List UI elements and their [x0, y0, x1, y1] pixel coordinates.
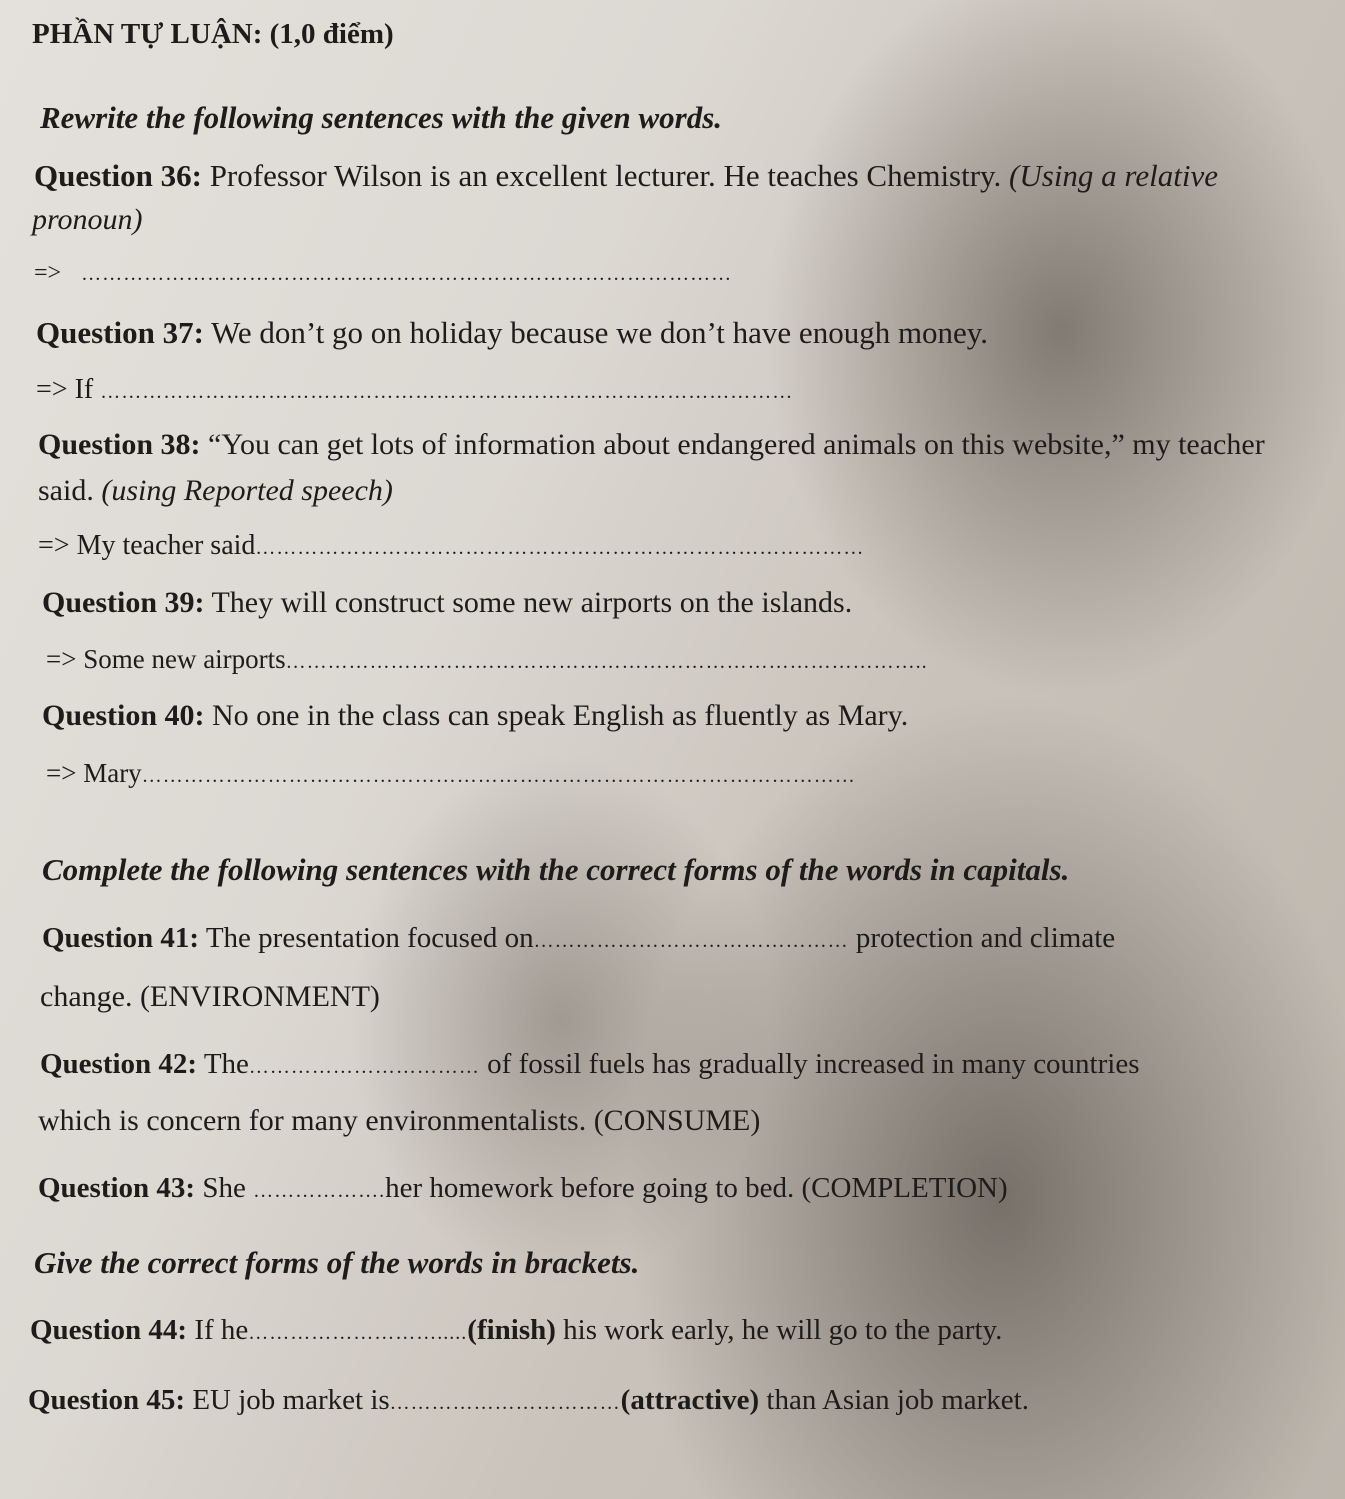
answer-blank[interactable]: ……………………….....: [248, 1322, 468, 1344]
question-43: [38, 1172, 1008, 1205]
answer-prefix: => Some new airports: [46, 644, 286, 674]
answer-prefix: =>: [34, 260, 62, 286]
question-label: Question 42:: [40, 1048, 198, 1080]
question-label: Question 41:: [42, 922, 200, 954]
question-41-cont: change. (ENVIRONMENT): [40, 980, 380, 1013]
question-36: [34, 158, 1218, 194]
question-label: Question 45:: [28, 1384, 186, 1416]
answer-prefix: => Mary: [46, 758, 142, 788]
question-text: “You can get lots of information about endangered animals on this website,” my teacher: [208, 428, 1265, 461]
question-text: his work early, he will go to the party.: [563, 1314, 1003, 1346]
answer-prefix: => If: [36, 374, 94, 405]
question-text: her homework before going to bed. (COMPLETION): [385, 1172, 1008, 1204]
part1-instruction: Rewrite the following sentences with the given words.: [40, 100, 723, 135]
part2-instruction: Complete the following sentences with the correct forms of the words in capitals.: [42, 852, 1070, 887]
answer-line-37[interactable]: [36, 374, 793, 406]
question-40: [42, 699, 908, 733]
section-title: PHẦN TỰ LUẬN: (1,0 điểm): [32, 18, 394, 50]
question-hint: (Using a relative: [1009, 158, 1218, 193]
answer-line-39[interactable]: [46, 644, 928, 675]
question-41: [42, 922, 1115, 955]
question-label: Question 39:: [42, 586, 205, 619]
question-text: No one in the class can speak English as fluently as Mary.: [212, 699, 909, 732]
question-hint: (using Reported speech): [101, 474, 393, 507]
bracket-word: (attractive): [620, 1384, 760, 1416]
question-label: Question 44:: [30, 1314, 188, 1346]
answer-dots: ………………………………………………………………………………..: [285, 651, 928, 673]
question-38-cont: [38, 474, 393, 508]
answer-dots: …………………………………………………………………………………: [81, 263, 733, 285]
question-text: of fossil fuels has gradually increased in many countries: [487, 1048, 1140, 1080]
question-36-hint-cont: pronoun): [32, 203, 143, 236]
question-42: [40, 1048, 1140, 1081]
question-text: than Asian job market.: [766, 1384, 1029, 1416]
answer-line-40[interactable]: [46, 758, 856, 789]
question-text: If he: [194, 1314, 249, 1346]
answer-dots: ………………………………………………………………………………………: [100, 381, 794, 403]
question-text: Professor Wilson is an excellent lecturer. He teaches Chemistry.: [209, 158, 1002, 193]
answer-blank[interactable]: ……………………………: [248, 1056, 480, 1078]
question-label: Question 38:: [38, 428, 201, 461]
question-text: We don’t go on holiday because we don’t have enough money.: [211, 315, 989, 350]
bracket-word: (finish): [467, 1314, 556, 1346]
answer-blank[interactable]: ……………….: [253, 1180, 386, 1202]
part3-instruction: Give the correct forms of the words in brackets.: [34, 1245, 640, 1280]
answer-dots: ……………………………………………………………………………: [255, 537, 865, 559]
answer-line-38[interactable]: [38, 530, 864, 562]
question-44: [30, 1314, 1002, 1347]
answer-blank[interactable]: ………………………………………: [533, 930, 849, 952]
question-text: EU job market is: [192, 1384, 390, 1416]
question-text: The presentation focused on: [205, 922, 534, 954]
question-label: Question 40:: [42, 699, 205, 732]
question-42-cont: which is concern for many environmentalists. (CONSUME): [38, 1104, 761, 1137]
question-38: [38, 428, 1265, 462]
question-label: Question 36:: [34, 158, 202, 193]
answer-line-36[interactable]: [34, 260, 732, 287]
question-label: Question 37:: [36, 315, 204, 350]
question-text: The: [203, 1048, 249, 1080]
question-text: They will construct some new airports on the islands.: [211, 586, 853, 619]
question-45: [28, 1384, 1029, 1417]
question-37: [36, 315, 988, 351]
answer-dots: …………………………………………………………………………………………: [141, 765, 856, 787]
question-label: Question 43:: [38, 1172, 196, 1204]
answer-blank[interactable]: ……………………………: [389, 1392, 621, 1414]
question-text: protection and climate: [855, 922, 1116, 954]
question-text: She: [202, 1172, 246, 1204]
answer-prefix: => My teacher said: [38, 530, 256, 561]
question-text: said.: [38, 474, 94, 507]
question-39: [42, 586, 852, 620]
